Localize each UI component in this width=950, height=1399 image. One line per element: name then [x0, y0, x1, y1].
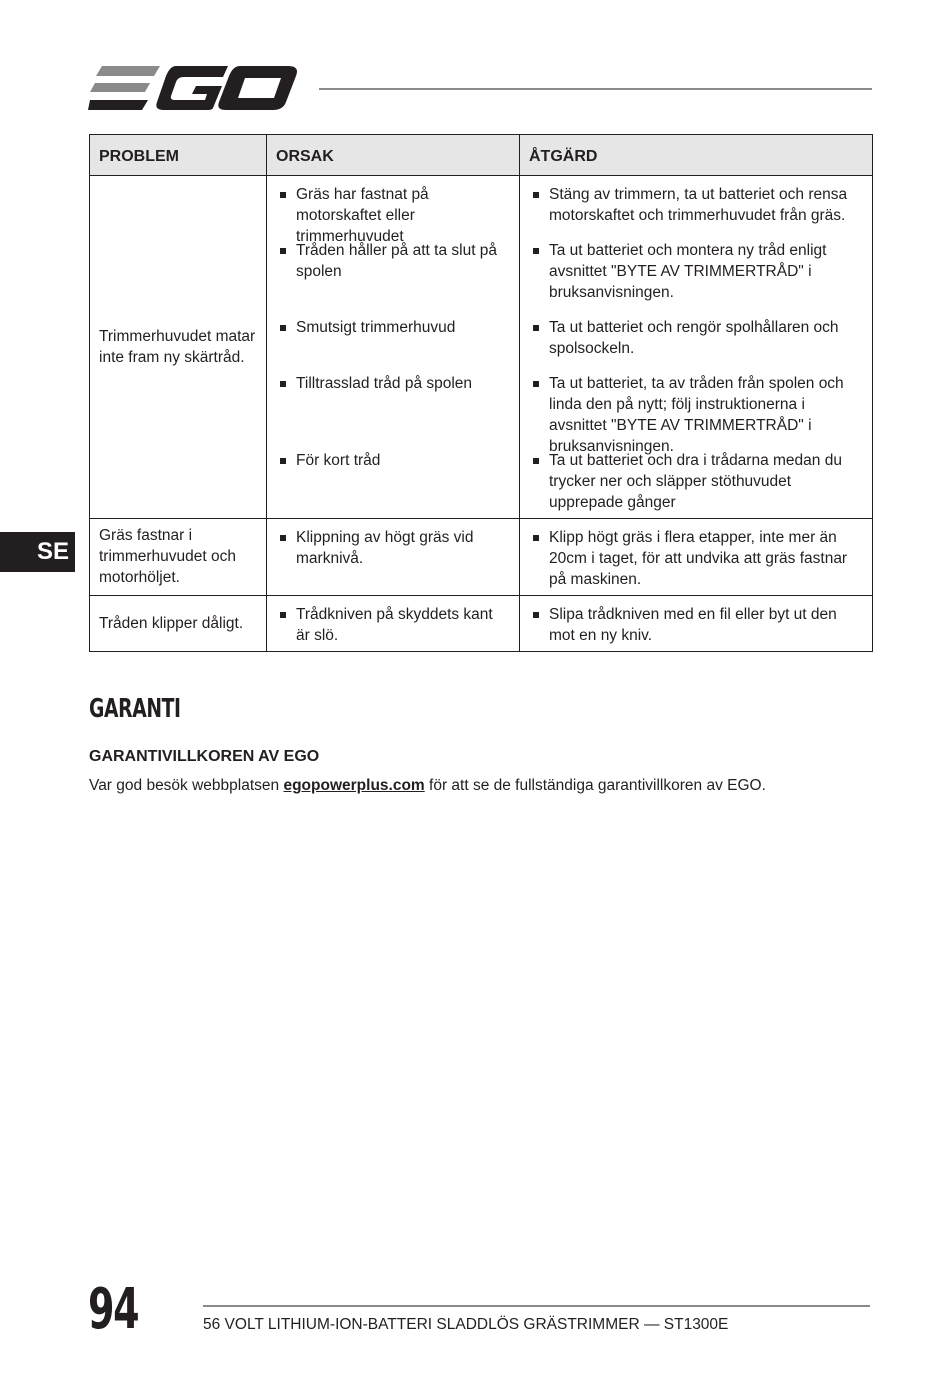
language-tab: SE — [0, 532, 75, 572]
list-item: Ta ut batteriet och montera ny tråd enligt avsnittet "BYTE AV TRIMMERTRÅD" i bruksanvisningen. — [520, 240, 872, 303]
warranty-text-before: Var god besök webbplatsen — [89, 777, 284, 794]
cause-cell — [267, 519, 520, 596]
list-item: Ta ut batteriet och dra i trådarna medan du trycker ner och släpper stöthuvudet upprepade gånger — [520, 450, 872, 513]
bullet-square-icon — [533, 458, 539, 464]
list-item: Tråden håller på att ta slut på spolen — [267, 240, 519, 282]
ego-logo — [88, 64, 298, 112]
list-item: Ta ut batteriet, ta av tråden från spolen och linda den på nytt; följ instruktionerna i avsnittet "BYTE AV TRIMMERTRÅD" i bruksanvisningen. — [520, 373, 872, 457]
list-item: För kort tråd — [267, 450, 519, 471]
troubleshooting-table — [89, 134, 873, 652]
column-header-problem: PROBLEM — [90, 135, 267, 176]
footer-text: 56 VOLT LITHIUM-ION-BATTERI SLADDLÖS GRÄSTRIMMER — ST1300E — [203, 1316, 729, 1333]
section-title: GARANTI — [89, 694, 181, 724]
column-header-action: ÅTGÄRD — [520, 135, 873, 176]
table-row — [90, 519, 873, 596]
problem-cell: Trimmerhuvudet matar inte fram ny skärtråd. — [90, 176, 267, 519]
header-rule — [319, 88, 872, 90]
table-row — [90, 596, 873, 652]
warranty-text-after: för att se de fullständiga garantivillkoren av EGO. — [424, 777, 766, 794]
list-item: Slipa trådkniven med en fil eller byt ut den mot en ny kniv. — [520, 604, 872, 646]
logo-e-top-stripe — [96, 66, 160, 76]
list-item: Smutsigt trimmerhuvud — [267, 317, 519, 338]
column-header-cause: ORSAK — [267, 135, 520, 176]
bullet-square-icon — [533, 535, 539, 541]
list-item: Klipp högt gräs i flera etapper, inte mer än 20cm i taget, för att undvika att gräs fastnar på maskinen. — [520, 527, 872, 590]
logo-g — [156, 66, 228, 110]
warranty-text — [89, 777, 766, 795]
bullet-square-icon — [280, 192, 286, 198]
list-item: Ta ut batteriet och rengör spolhållaren och spolsockeln. — [520, 317, 872, 359]
list-item: Trådkniven på skyddets kant är slö. — [267, 604, 519, 646]
bullet-square-icon — [533, 192, 539, 198]
page-number: 94 — [88, 1277, 139, 1342]
bullet-square-icon — [280, 325, 286, 331]
problem-cell: Gräs fastnar i trimmerhuvudet och motorhöljet. — [90, 519, 267, 596]
footer-rule — [203, 1305, 870, 1307]
bullet-square-icon — [533, 248, 539, 254]
bullet-square-icon — [533, 612, 539, 618]
bullet-square-icon — [280, 535, 286, 541]
table-row — [90, 176, 873, 519]
cause-cell — [267, 176, 520, 519]
action-cell — [520, 519, 873, 596]
table-header-row — [90, 135, 873, 176]
problem-cell: Tråden klipper dåligt. — [90, 596, 267, 652]
list-item: Tilltrasslad tråd på spolen — [267, 373, 519, 394]
bullet-square-icon — [280, 458, 286, 464]
list-item: Gräs har fastnat på motorskaftet eller trimmerhuvudet — [267, 184, 519, 247]
warranty-subheading: GARANTIVILLKOREN AV EGO — [89, 748, 320, 765]
list-item: Klippning av högt gräs vid marknivå. — [267, 527, 519, 569]
logo-e-bottom-stripe — [88, 100, 148, 110]
action-cell — [520, 176, 873, 519]
action-cell — [520, 596, 873, 652]
bullet-square-icon — [280, 248, 286, 254]
warranty-link[interactable]: egopowerplus.com — [283, 777, 425, 794]
bullet-square-icon — [280, 612, 286, 618]
list-item: Stäng av trimmern, ta ut batteriet och rensa motorskaftet och trimmerhuvudet från gräs. — [520, 184, 872, 226]
cause-cell — [267, 596, 520, 652]
logo-e-mid-stripe — [90, 83, 150, 92]
bullet-square-icon — [533, 381, 539, 387]
bullet-square-icon — [280, 381, 286, 387]
bullet-square-icon — [533, 325, 539, 331]
logo-o — [218, 66, 297, 110]
